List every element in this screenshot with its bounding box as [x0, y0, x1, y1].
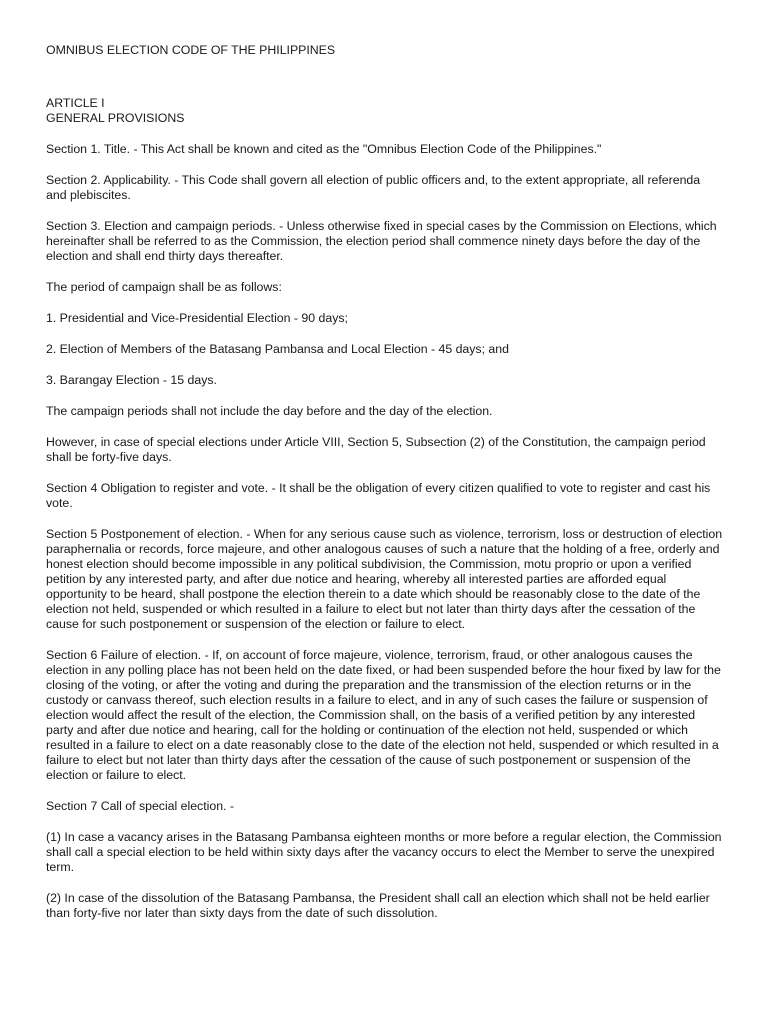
list-item-batasang: 2. Election of Members of the Batasang Pambansa and Local Election - 45 days; and: [46, 342, 509, 356]
paragraph-special-elections: However, in case of special elections under Article VIII, Section 5, Subsection (2) of the Constitution, the campaign period shall be forty-five days.: [46, 435, 706, 464]
paragraph-campaign-period-intro: The period of campaign shall be as follows:: [46, 280, 282, 294]
paragraph-campaign-exclusion: The campaign periods shall not include the day before and the day of the election.: [46, 404, 493, 418]
document-title: OMNIBUS ELECTION CODE OF THE PHILIPPINES: [46, 43, 336, 57]
paragraph-section-7-2: (2) In case of the dissolution of the Batasang Pambansa, the President shall call an election which shall not be held earlier than forty-five nor later than sixty days from the date of such dissolution.: [46, 891, 710, 920]
list-item-presidential: 1. Presidential and Vice-Presidential Election - 90 days;: [46, 311, 348, 325]
list-item-barangay: 3. Barangay Election - 15 days.: [46, 373, 217, 387]
paragraph-section-5: Section 5 Postponement of election. - When for any serious cause such as violence, terrorism, loss or destruction of election paraphernalia or records, force majeure, and other analogous causes of such a nature that the holding of a free, orderly and honest election should become impossible in any political subdivision, the Commission, motu proprio or upon a verified petition by any interested party, and after due notice and hearing, whereby all interested parties are afforded equal opportunity to be heard, shall postpone the election therein to a date which should be reasonably close to the date of the election not held, suspended or which resulted in a failure to elect but not later than thirty days after the cessation of the cause for such postponement or suspension of the election or failure to elect.: [46, 527, 723, 631]
paragraph-section-3: Section 3. Election and campaign periods. - Unless otherwise fixed in special cases by the Commission on Elections, which hereinafter shall be referred to as the Commission, the election period shall commence ninety days before the day of the election and shall end thirty days thereafter.: [46, 219, 717, 263]
article-number: ARTICLE I: [46, 96, 105, 110]
paragraph-section-2: Section 2. Applicability. - This Code shall govern all election of public officers and, to the extent appropriate, all referenda and plebiscites.: [46, 173, 701, 202]
paragraph-section-4: Section 4 Obligation to register and vote. - It shall be the obligation of every citizen qualified to vote to register and cast his vote.: [46, 481, 711, 510]
paragraph-section-7-1: (1) In case a vacancy arises in the Batasang Pambansa eighteen months or more before a regular election, the Commission shall call a special election to be held within sixty days after the vacancy occurs to elect the Member to serve the unexpired term.: [46, 830, 722, 874]
paragraph-section-6: Section 6 Failure of election. - If, on account of force majeure, violence, terrorism, fraud, or other analogous causes the election in any polling place has not been held on the date fixed, or had been suspended before the hour fixed by law for the closing of the voting, or after the voting and during the preparation and the transmission of the election returns or in the custody or canvass thereof, such election results in a failure to elect, and in any of such cases the failure or suspension of election would affect the result of the election, the Commission shall, on the basis of a verified petition by any interested party and after due notice and hearing, call for the holding or continuation of the election not held, suspended or which resulted in a failure to elect on a date reasonably close to the date of the election not held, suspended or which resulted in a failure to elect but not later than thirty days after the cessation of the cause of such postponement or suspension of the election or failure to elect.: [46, 648, 721, 782]
paragraph-section-1: Section 1. Title. - This Act shall be known and cited as the "Omnibus Election Code of the Philippines.": [46, 142, 602, 156]
article-title: GENERAL PROVISIONS: [46, 111, 185, 125]
paragraph-section-7: Section 7 Call of special election. -: [46, 799, 234, 813]
article-heading: [46, 96, 724, 126]
